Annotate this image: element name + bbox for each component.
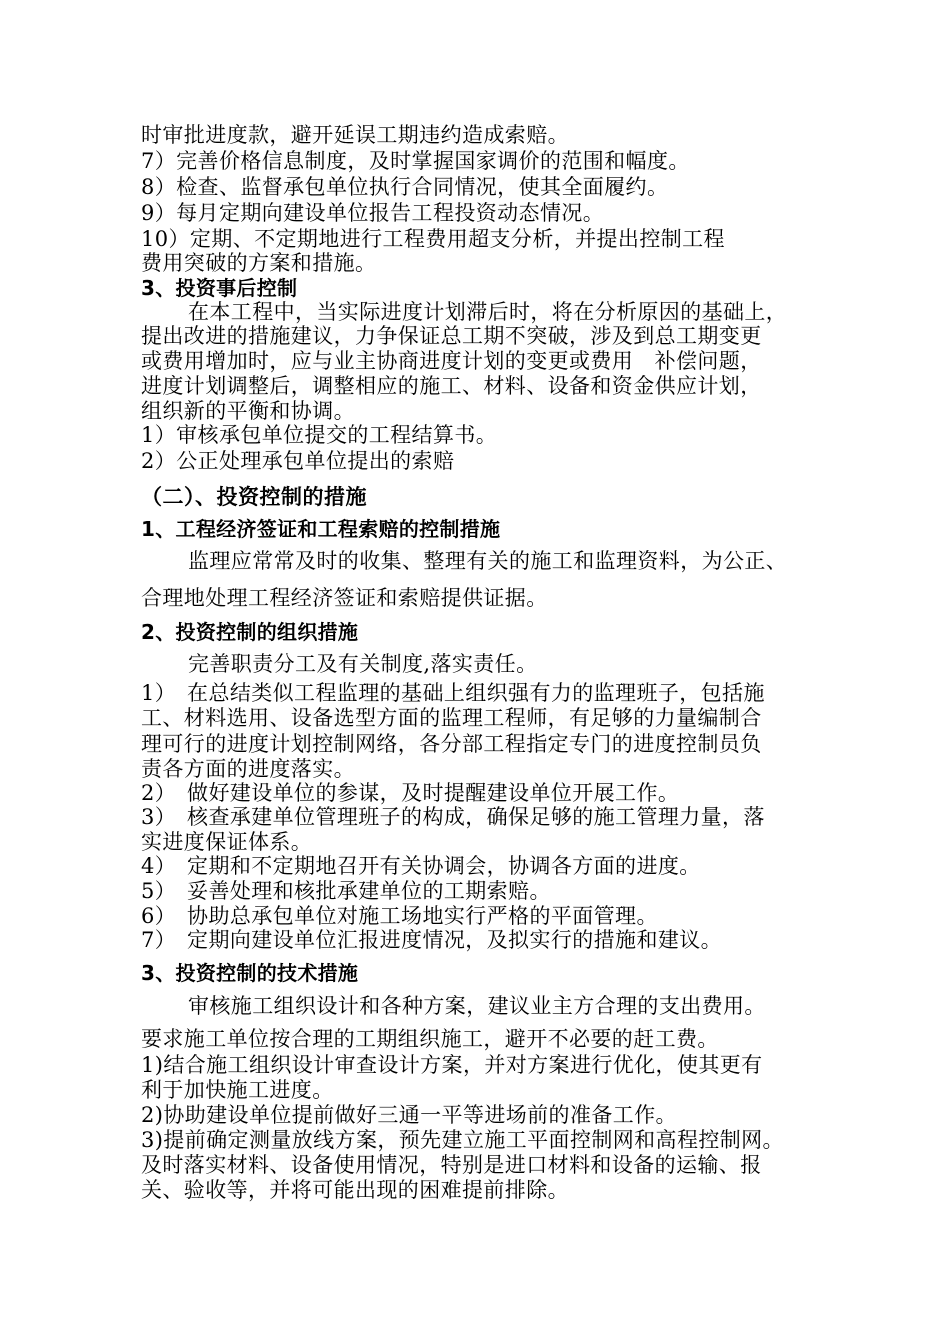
paragraph-line: 监理应常常及时的收集、整理有关的施工和监理资料，为公正、 <box>188 549 788 573</box>
list-item: 1)结合施工组织设计审查设计方案，并对方案进行优化，使其更有 <box>141 1053 763 1077</box>
list-item: 3)提前确定测量放线方案，预先建立施工平面控制网和高程控制网。 <box>141 1128 784 1152</box>
list-item: 工、材料选用、设备选型方面的监理工程师，有足够的力量编制合 <box>141 706 762 730</box>
list-item: 2）公正处理承包单位提出的索赔 <box>141 449 455 473</box>
text-line: 费用突破的方案和措施。 <box>141 251 377 275</box>
paragraph-line: 审核施工组织设计和各种方案，建议业主方合理的支出费用。 <box>188 994 766 1018</box>
list-item: 及时落实材料、设备使用情况，特别是进口材料和设备的运输、报 <box>141 1153 762 1177</box>
paragraph-line: 要求施工单位按合理的工期组织施工，避开不必要的赶工费。 <box>141 1027 719 1051</box>
list-item: 10）定期、不定期地进行工程费用超支分析，并提出控制工程 <box>141 227 725 251</box>
list-item: 8）检查、监督承包单位执行合同情况，使其全面履约。 <box>141 175 669 199</box>
list-item: 1）审核承包单位提交的工程结算书。 <box>141 423 498 447</box>
section-heading: 1、工程经济签证和工程索赔的控制措施 <box>141 517 501 541</box>
paragraph-line: 组织新的平衡和协调。 <box>141 399 355 423</box>
section-heading: 3、投资事后控制 <box>141 276 298 300</box>
list-item: 2)协助建设单位提前做好三通一平等进场前的准备工作。 <box>141 1103 677 1127</box>
text-line: 时审批进度款，避开延误工期违约造成索赔。 <box>141 123 569 147</box>
paragraph-line: 在本工程中，当实际进度计划滞后时，将在分析原因的基础上， <box>188 300 788 324</box>
list-item: 关、验收等，并将可能出现的困难提前排除。 <box>141 1178 569 1202</box>
list-item: 责各方面的进度落实。 <box>141 757 355 781</box>
list-item: 利于加快施工进度。 <box>141 1078 334 1102</box>
list-item: 7）完善价格信息制度，及时掌握国家调价的范围和幅度。 <box>141 149 690 173</box>
list-item: 实进度保证体系。 <box>141 830 313 854</box>
paragraph-line: 进度计划调整后，调整相应的施工、材料、设备和资金供应计划， <box>141 374 762 398</box>
paragraph-line: 或费用增加时，应与业主协商进度计划的变更或费用 补偿问题， <box>141 349 762 373</box>
list-item: 4） 定期和不定期地召开有关协调会，协调各方面的进度。 <box>141 854 701 878</box>
list-item: 9）每月定期向建设单位报告工程投资动态情况。 <box>141 201 605 225</box>
section-heading: 3、投资控制的技术措施 <box>141 961 359 985</box>
chapter-heading: （二）、投资控制的措施 <box>141 485 367 509</box>
paragraph-line: 合理地处理工程经济签证和索赔提供证据。 <box>141 586 548 610</box>
list-item: 1） 在总结类似工程监理的基础上组织强有力的监理班子，包括施 <box>141 681 765 705</box>
list-item: 2） 做好建设单位的参谋，及时提醒建设单位开展工作。 <box>141 781 680 805</box>
section-heading: 2、投资控制的组织措施 <box>141 620 359 644</box>
paragraph-line: 完善职责分工及有关制度,落实责任。 <box>188 652 538 676</box>
list-item: 5） 妥善处理和核批承建单位的工期索赔。 <box>141 879 551 903</box>
list-item: 7） 定期向建设单位汇报进度情况，及拟实行的措施和建议。 <box>141 928 723 952</box>
list-item: 6） 协助总承包单位对施工场地实行严格的平面管理。 <box>141 904 658 928</box>
list-item: 3） 核查承建单位管理班子的构成，确保足够的施工管理力量，落 <box>141 805 765 829</box>
paragraph-line: 提出改进的措施建议，力争保证总工期不突破，涉及到总工期变更 <box>141 324 762 348</box>
list-item: 理可行的进度计划控制网络，各分部工程指定专门的进度控制员负 <box>141 732 762 756</box>
